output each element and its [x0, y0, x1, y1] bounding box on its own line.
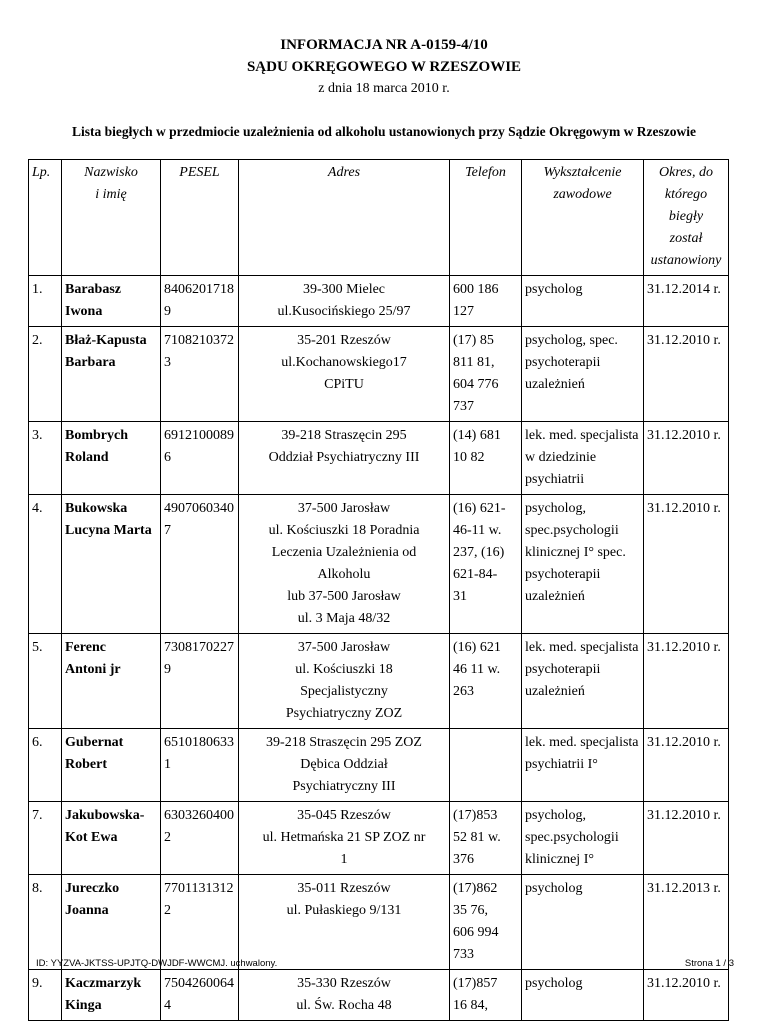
cell-pesel: 63032604002 [161, 802, 239, 875]
column-header-period: Okres, do którego biegły został ustanowiony [644, 160, 729, 276]
table-row [29, 422, 729, 495]
cell-education: psycholog, spec.psychologii klinicznej I° spec. psychoterapii uzależnień [522, 495, 644, 634]
cell-period: 31.12.2010 r. [644, 495, 729, 634]
cell-address: 35-330 Rzeszów ul. Św. Rocha 48 [239, 970, 450, 1021]
cell-pesel: 69121000896 [161, 422, 239, 495]
list-title: Lista biegłych w przedmiocie uzależnienia od alkoholu ustanowionych przy Sądzie Okręgowym w Rzeszowie [72, 124, 696, 139]
document-id: ID: YYZVA-JKTSS-UPJTQ-DWJDF-WWCMJ. uchwalony. [36, 958, 278, 969]
cell-name: Gubernat Robert [62, 729, 161, 802]
cell-period: 31.12.2010 r. [644, 634, 729, 729]
cell-education: lek. med. specjalista psychoterapii uzależnień [522, 634, 644, 729]
table-row [29, 802, 729, 875]
court-name: SĄDU OKRĘGOWEGO W RZESZOWIE [246, 59, 522, 75]
cell-pesel: 65101806331 [161, 729, 239, 802]
table-header-row [29, 160, 729, 276]
table-row [29, 634, 729, 729]
cell-address: 39-218 Straszęcin 295 ZOZ Dębica Oddział Psychiatryczny III [239, 729, 450, 802]
cell-name: Jakubowska- Kot Ewa [62, 802, 161, 875]
document-date: z dnia 18 marca 2010 r. [318, 81, 450, 96]
cell-education: psycholog, spec. psychoterapii uzależnień [522, 327, 644, 422]
cell-phone: (16) 621 46 11 w. 263 [450, 634, 522, 729]
cell-period: 31.12.2010 r. [644, 802, 729, 875]
cell-phone: (17)853 52 81 w. 376 [450, 802, 522, 875]
cell-lp: 3. [29, 422, 62, 495]
table-row [29, 970, 729, 1021]
cell-lp: 8. [29, 875, 62, 970]
column-header-name: Nazwisko i imię [62, 160, 161, 276]
cell-address: 35-045 Rzeszów ul. Hetmańska 21 SP ZOZ nr 1 [239, 802, 450, 875]
cell-education: lek. med. specjalista psychiatrii I° [522, 729, 644, 802]
cell-period: 31.12.2010 r. [644, 970, 729, 1021]
cell-education: psycholog, spec.psychologii klinicznej I° [522, 802, 644, 875]
cell-period: 31.12.2014 r. [644, 276, 729, 327]
cell-pesel: 84062017189 [161, 276, 239, 327]
cell-lp: 6. [29, 729, 62, 802]
table-row [29, 729, 729, 802]
experts-table [28, 159, 729, 1021]
cell-name: Bombrych Roland [62, 422, 161, 495]
table-row [29, 327, 729, 422]
document-title: INFORMACJA NR A-0159-4/10 [280, 37, 488, 53]
cell-name: Kaczmarzyk Kinga [62, 970, 161, 1021]
cell-name: Bukowska Lucyna Marta [62, 495, 161, 634]
cell-address: 39-300 Mielec ul.Kusocińskiego 25/97 [239, 276, 450, 327]
cell-education: psycholog [522, 970, 644, 1021]
cell-period: 31.12.2010 r. [644, 327, 729, 422]
cell-phone: (17)857 16 84, [450, 970, 522, 1021]
table-row [29, 875, 729, 970]
column-header-education: Wykształcenie zawodowe [522, 160, 644, 276]
column-header-pesel: PESEL [161, 160, 239, 276]
cell-lp: 2. [29, 327, 62, 422]
cell-pesel: 71082103723 [161, 327, 239, 422]
cell-pesel: 75042600644 [161, 970, 239, 1021]
cell-phone: (17) 85 811 81, 604 776 737 [450, 327, 522, 422]
table-row [29, 495, 729, 634]
cell-lp: 1. [29, 276, 62, 327]
cell-education: lek. med. specjalista w dziedzinie psychiatrii [522, 422, 644, 495]
cell-phone: 600 186 127 [450, 276, 522, 327]
cell-education: psycholog [522, 875, 644, 970]
cell-phone: (16) 621- 46-11 w. 237, (16) 621-84- 31 [450, 495, 522, 634]
cell-education: psycholog [522, 276, 644, 327]
cell-name: Ferenc Antoni jr [62, 634, 161, 729]
column-header-lp: Lp. [29, 160, 62, 276]
cell-period: 31.12.2010 r. [644, 729, 729, 802]
cell-lp: 5. [29, 634, 62, 729]
cell-name: Błaż-Kapusta Barbara [62, 327, 161, 422]
cell-lp: 9. [29, 970, 62, 1021]
page-number: Strona 1 / 3 [684, 958, 734, 969]
cell-pesel: 49070603407 [161, 495, 239, 634]
cell-phone: (17)862 35 76, 606 994 733 [450, 875, 522, 970]
cell-lp: 7. [29, 802, 62, 875]
cell-address: 35-201 Rzeszów ul.Kochanowskiego17 CPiTU [239, 327, 450, 422]
cell-phone [450, 729, 522, 802]
cell-name: Jureczko Joanna [62, 875, 161, 970]
cell-period: 31.12.2010 r. [644, 422, 729, 495]
cell-address: 37-500 Jarosław ul. Kościuszki 18 Poradnia Leczenia Uzależnienia od Alkoholu lub 37-500 Jarosław ul. 3 Maja 48/32 [239, 495, 450, 634]
table-row [29, 276, 729, 327]
cell-pesel: 77011313122 [161, 875, 239, 970]
cell-address: 35-011 Rzeszów ul. Pułaskiego 9/131 [239, 875, 450, 970]
column-header-address: Adres [239, 160, 450, 276]
cell-phone: (14) 681 10 82 [450, 422, 522, 495]
cell-address: 39-218 Straszęcin 295 Oddział Psychiatryczny III [239, 422, 450, 495]
document-header [0, 34, 768, 100]
cell-name: Barabasz Iwona [62, 276, 161, 327]
cell-address: 37-500 Jarosław ul. Kościuszki 18 Specjalistyczny Psychiatryczny ZOZ [239, 634, 450, 729]
cell-period: 31.12.2013 r. [644, 875, 729, 970]
column-header-phone: Telefon [450, 160, 522, 276]
cell-pesel: 73081702279 [161, 634, 239, 729]
cell-lp: 4. [29, 495, 62, 634]
